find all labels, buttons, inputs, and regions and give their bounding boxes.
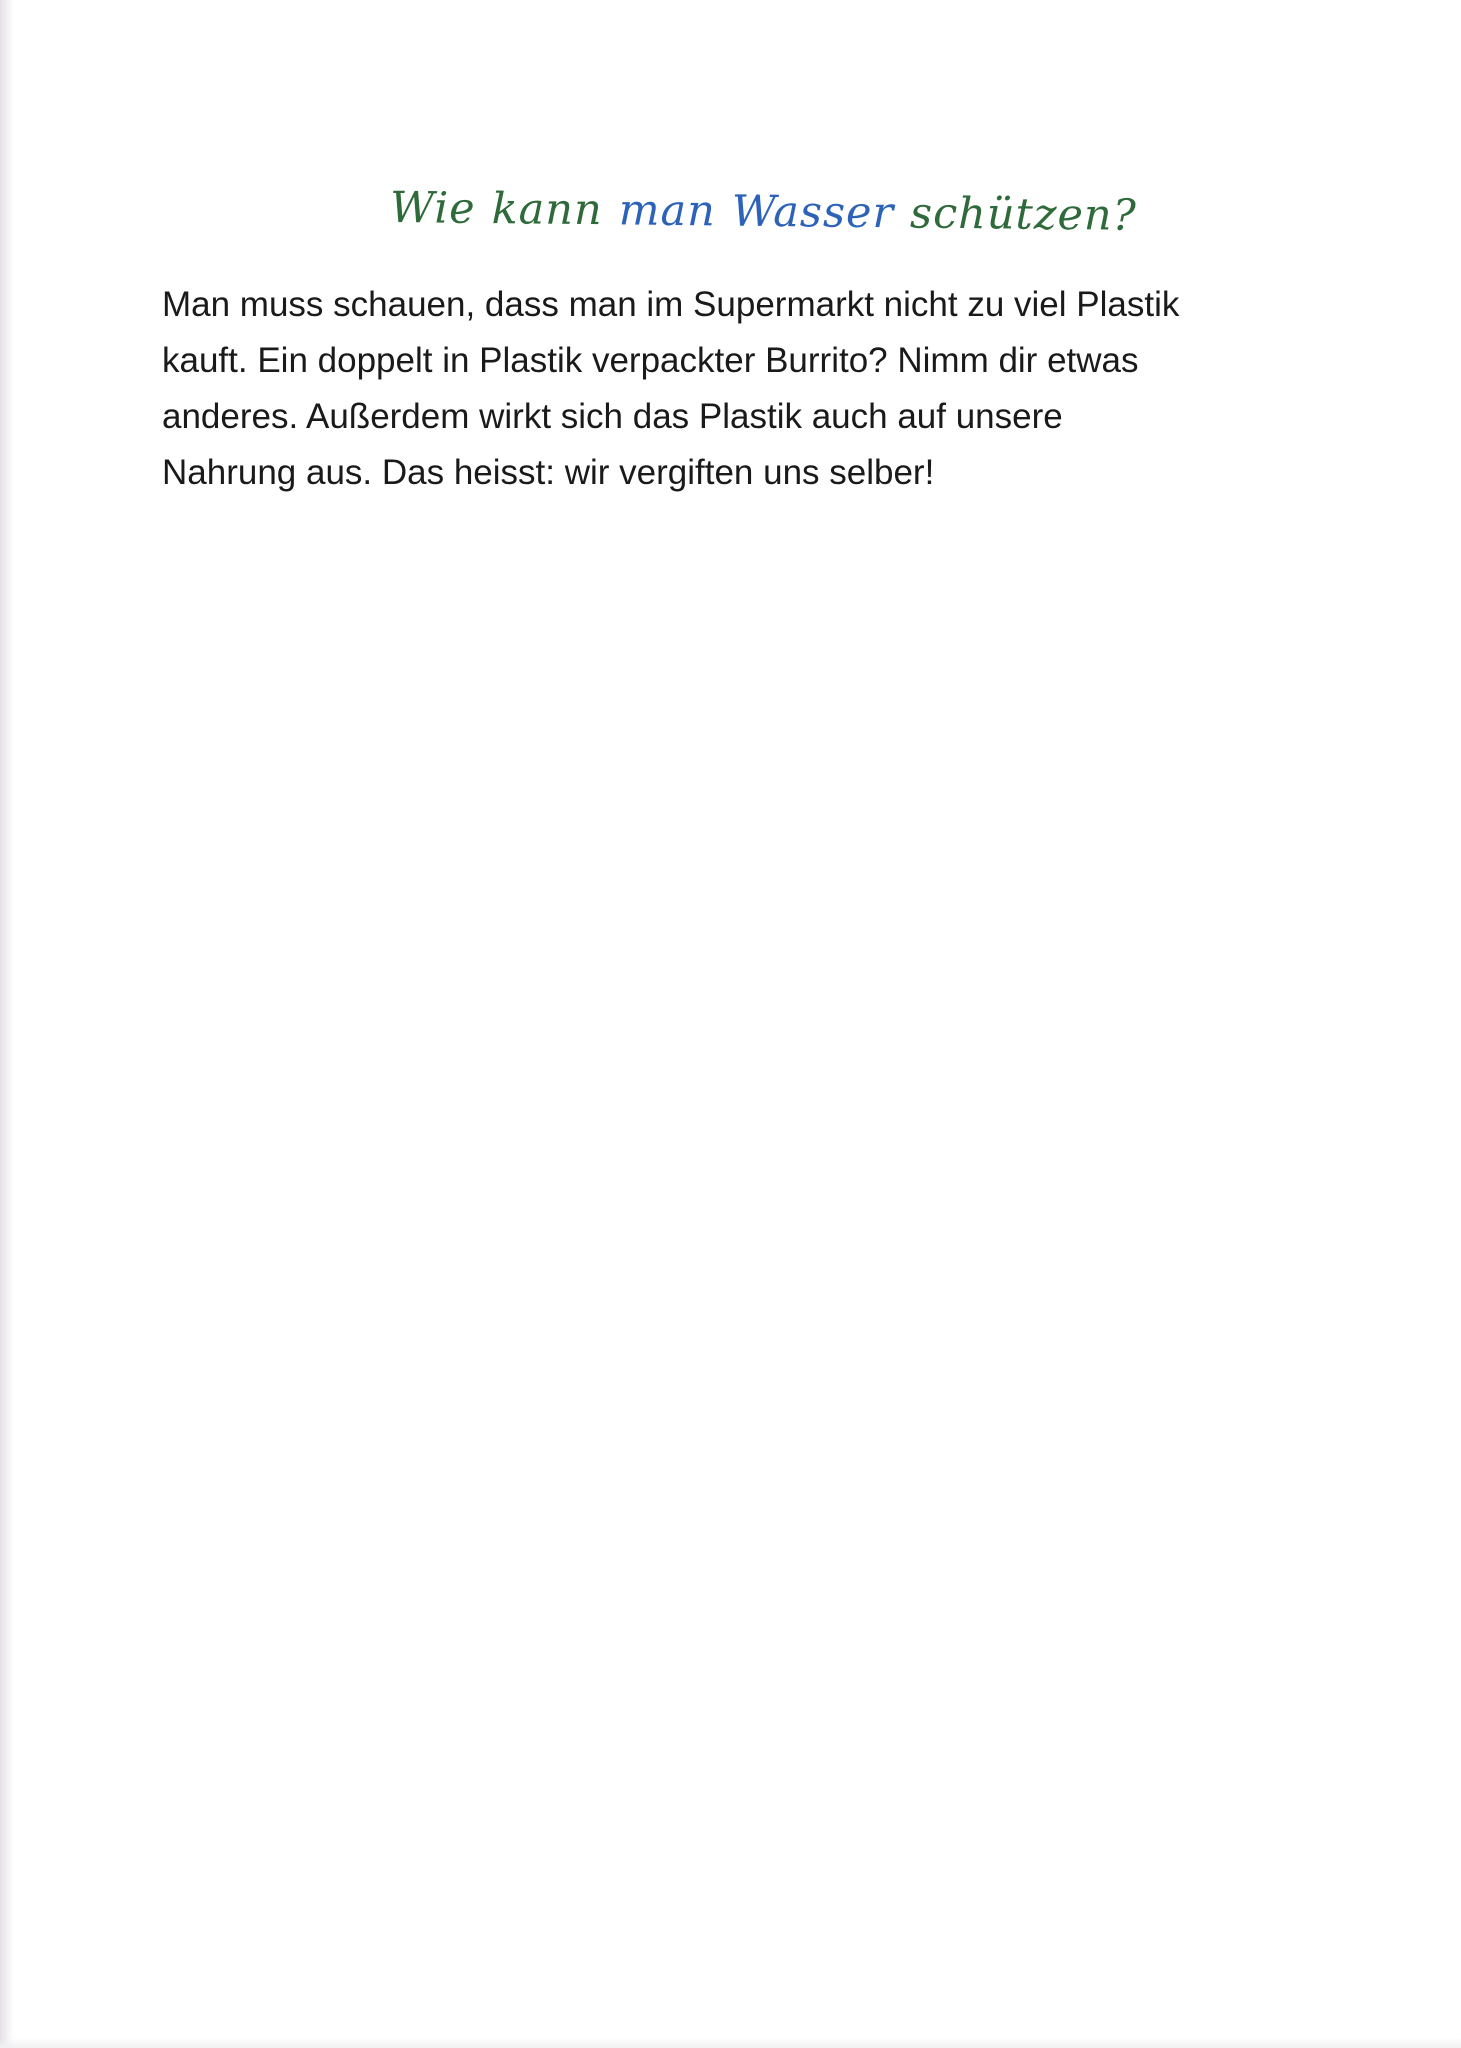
body-line: anderes. Außerdem wirkt sich das Plastik auch auf unsere (162, 397, 1063, 436)
body-line: Man muss schauen, dass man im Supermarkt nicht zu viel Plastik (162, 285, 1180, 324)
title-word-wie: Wie (389, 183, 476, 234)
scan-shadow-bottom (0, 2038, 1461, 2048)
title-word-kann: kann (491, 184, 603, 236)
title-word-schuetzen: schützen? (909, 188, 1137, 241)
title-word-wasser: Wasser (731, 186, 895, 239)
scan-shadow-left (0, 0, 14, 2048)
body-paragraph (162, 277, 1312, 501)
title-word-man: man (618, 185, 717, 237)
body-line: kauft. Ein doppelt in Plastik verpackter Burrito? Nimm dir etwas (162, 341, 1139, 380)
body-line: Nahrung aus. Das heisst: wir vergiften uns selber! (162, 453, 935, 492)
page-title (389, 178, 1137, 245)
